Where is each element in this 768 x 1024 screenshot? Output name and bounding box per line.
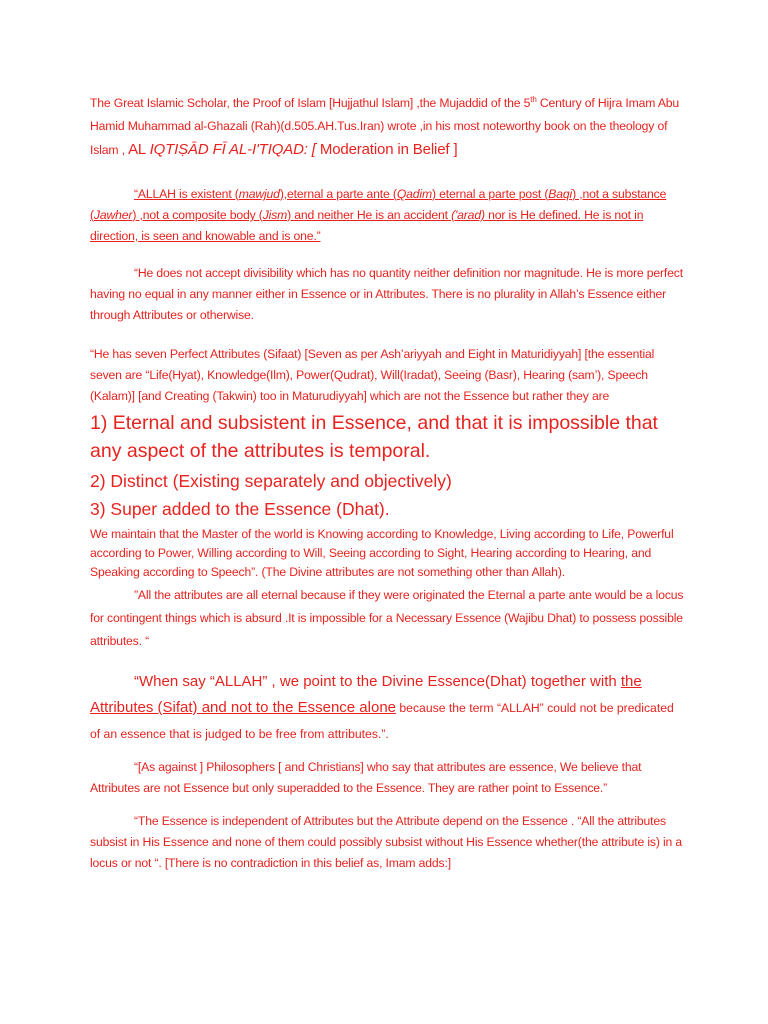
book-title-italic: IQTIṢĀD FĪ AL-I'TIQAD: [ [149,141,316,158]
quote-paragraph-5: ”All the attributes are all eternal because if they were originated the Eternal a parte ante would be a locus for contingent things which is absurd .It is impossible for a Necessary Essence (Wajibu Dhat) to possess possible attributes. “ [90,588,684,648]
book-title-a: AL [128,141,150,158]
p1-term-qadim: Qadim [396,187,432,201]
intro-text-1: The Great Islamic Scholar, the Proof of Islam [Hujjathul Islam] ,the Mujaddid of the 5 [90,96,531,110]
p1-text: ) ,not a composite body ( [132,208,263,222]
p1-term-mawjud: mawjud [238,187,280,201]
p1-term-jawher: Jawher [93,208,133,222]
p1-term-jism: Jism [262,208,288,222]
quote-paragraph-4: We maintain that the Master of the world is Knowing according to Knowledge, Living according to Life, Powerful according to Power, Willing according to Will, Seeing according to Sight, Hearing according to Hearing, and Speaking according to Speech”. (The Divine attributes are not something other than Allah). [90,527,674,579]
intro-superscript: th [530,94,537,104]
quote-paragraph-3: “He has seven Perfect Attributes (Sifaat) [Seven as per Ash’ariyyah and Eight in Maturidiyyah] [the essential seven are “Life(Hyat), Knowledge(Ilm), Power(Qudrat), Will(Iradat), Seeing (Basr), Hearing (sam’), Speech (Kalam)] [and Creating (Takwin) too in Maturudiyyah] which are not the Essence but rather they are [90,347,655,403]
point-1: 1) Eternal and subsistent in Essence, and that it is impossible that any aspect of the attributes is temporal. [90,412,658,462]
p6-big-text: “When say “ALLAH” , we point to the Divine Essence(Dhat) together with [134,673,621,690]
quote-paragraph-7: “[As against ] Philosophers [ and Christians] who say that attributes are essence, We believe that Attributes are not Essence but only superadded to the Essence. They are rather point to Essence.” [90,760,642,795]
p1-text: ),eternal a parte ante ( [279,187,397,201]
p1-text: ) eternal a parte post ( [431,187,549,201]
quote-paragraph-8: “The Essence is independent of Attributes but the Attribute depend on the Essence . “All the attributes subsist in His Essence and none of them could possibly subsist without His Essence whether(the attribute is) in a locus or not “. [There is no contradiction in this belief as, Imam adds:] [90,814,683,870]
p1-text: “ALLAH is existent ( [134,187,239,201]
p1-term-arad: ('arad) [451,208,485,222]
intro-text-2: Century of Hijra Imam Abu Hamid Muhammad al-Ghazali (Rah)(d.505.AH.Tus.Iran) wrote ,in his most noteworthy book on the theology of Islam , [90,96,680,157]
quote-paragraph-2: “He does not accept divisibility which has no quantity neither definition nor magnitude. He is more perfect having no equal in any manner either in Essence or in Attributes. There is no plurality in Allah’s Essence either through Attributes or otherwise. [90,266,683,322]
p1-term-baqi: Baqi [548,187,573,201]
p1-text: nor is He defined. He is not in direction, is seen and knowable and is one.” [90,208,644,243]
book-title-b: Moderation in Belief ] [315,141,458,158]
p1-text: ) ,not a substance ( [90,187,667,222]
quote-paragraph-6 [90,669,684,747]
p1-text: ) and neither He is an accident [287,208,452,222]
point-3: 3) Super added to the Essence (Dhat). [90,499,390,519]
point-2: 2) Distinct (Existing separately and objectively) [90,471,452,491]
quote-paragraph-1 [90,184,684,247]
p6-underlined-text: the Attributes (Sifat) and not to the Essence alone [90,673,642,716]
intro-paragraph [90,92,684,162]
p6-small-text: because the term “ALLAH” could not be predicated of an essence that is judged to be free from attributes.”. [90,701,674,741]
